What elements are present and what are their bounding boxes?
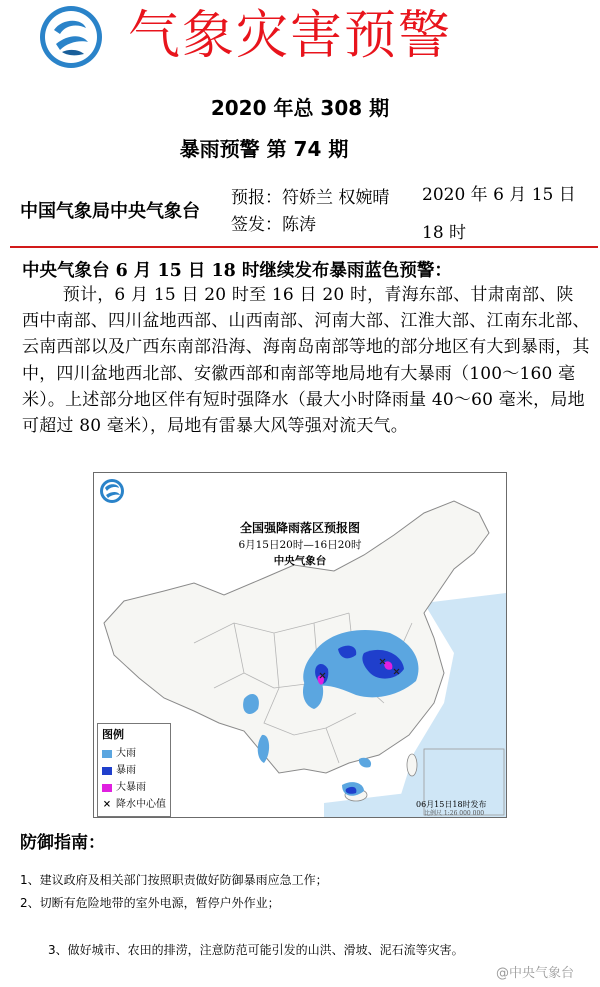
map-release-time: 06月15日18时发布 <box>416 800 487 809</box>
map-scale: 比例尺 1:26 000 000 <box>424 810 485 817</box>
legend-item-rainstorm: 暴雨 <box>102 761 136 775</box>
map-subtitle: 6月15日20时—16日20时 <box>238 539 362 551</box>
issue-number: 2020 年总 308 期 <box>210 96 390 120</box>
legend-item-heavy-rain: 大雨 <box>102 744 136 758</box>
weibo-watermark: @中央气象台 <box>496 966 575 981</box>
heavy-rain-swatch <box>102 750 112 758</box>
severe-rainstorm-swatch <box>102 784 112 792</box>
header-divider <box>10 246 598 248</box>
guide-item: 2、切断有危险地带的室外电源，暂停户外作业； <box>20 896 280 910</box>
masthead <box>0 0 600 78</box>
guide-item: 3、做好城市、农田的排涝，注意防范可能引发的山洪、滑坡、泥石流等灾害。 <box>48 943 464 957</box>
cross-icon: × <box>102 799 112 810</box>
masthead-title: 气象灾害预警 <box>128 6 453 66</box>
legend-item-rain-center: × 降水中心值 <box>102 799 166 810</box>
map-organization: 中央气象台 <box>273 555 327 567</box>
alert-body: 预计，6 月 15 日 20 时至 16 日 20 时，青海东部、甘肃南部、陕西中南部、四川盆地西部、山西南部、河南大部、江淮大部、江南东北部、云南西部以及广西东南部沿海、海南岛南部等地的部分地区有大到暴雨，其中，四川盆地西北部、安徽西部和南部等地局地有大暴雨（100～160 毫米）。上述部分地区伴有短时强降水（最大小时降雨量 40～60 毫米，局地可超过 80 毫米），局地有雷暴大风等强对流天气。 <box>22 285 590 437</box>
cma-logo-icon <box>38 4 104 70</box>
legend-item-severe-rainstorm: 大暴雨 <box>102 778 146 792</box>
rainstorm-swatch <box>102 767 112 775</box>
rainfall-forecast-map <box>93 472 507 818</box>
alert-headline: 中央气象台 6 月 15 日 18 时继续发布暴雨蓝色预警： <box>22 261 452 281</box>
defense-guide-title: 防御指南： <box>20 833 105 853</box>
alert-issue-number: 暴雨预警 第 74 期 <box>179 137 349 161</box>
issue-datetime: 2020 年 6 月 15 日 18 时 <box>422 185 576 243</box>
map-legend <box>97 723 171 817</box>
issuer-line: 签发：陈涛 <box>231 215 316 235</box>
legend-title: 图例 <box>102 728 124 741</box>
forecaster-line: 预报：符娇兰 权婉晴 <box>231 188 390 208</box>
map-title: 全国强降雨落区预报图 <box>239 521 360 535</box>
issuing-organization: 中国气象局中央气象台 <box>20 201 200 222</box>
guide-item: 1、建议政府及相关部门按照职责做好防御暴雨应急工作； <box>20 873 328 887</box>
